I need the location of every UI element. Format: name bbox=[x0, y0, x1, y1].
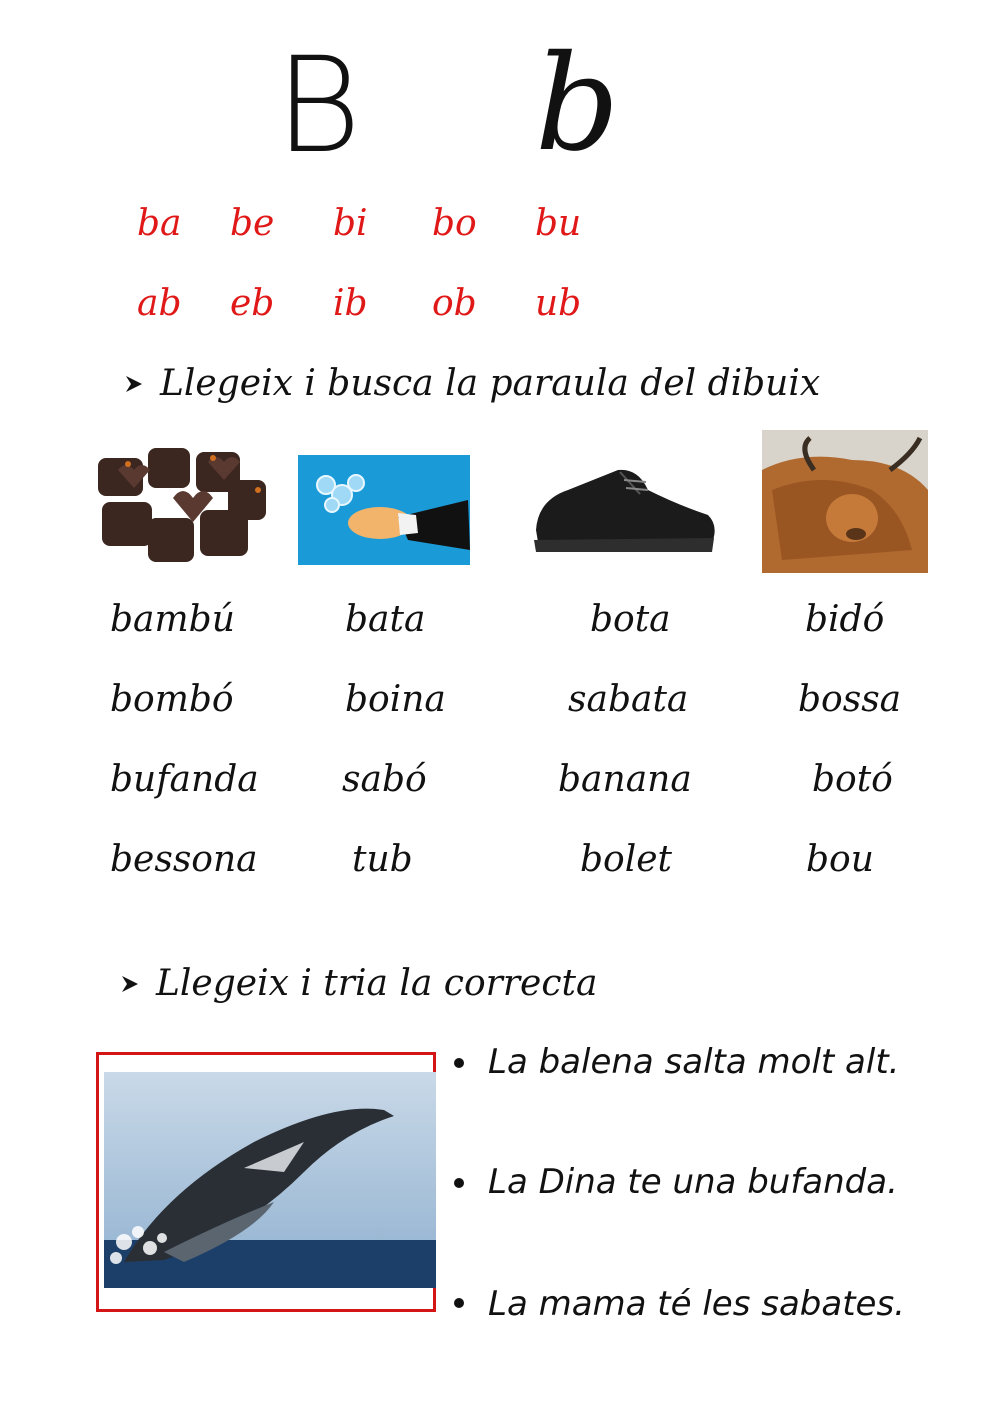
syllable: ub bbox=[535, 283, 582, 324]
instruction-read-choose bbox=[120, 963, 598, 1004]
word-option[interactable]: boina bbox=[345, 679, 446, 720]
bullet-dot bbox=[454, 1058, 464, 1068]
syllable: ba bbox=[137, 203, 182, 244]
word-option[interactable]: botó bbox=[812, 759, 893, 800]
arrowhead-bullet-icon bbox=[120, 974, 140, 994]
syllable: be bbox=[230, 203, 275, 244]
word-option[interactable]: bota bbox=[590, 599, 671, 640]
word-option[interactable]: bessona bbox=[110, 839, 258, 880]
sentence-option[interactable]: La Dina te una bufanda. bbox=[488, 1162, 898, 1202]
word-option[interactable]: sabó bbox=[342, 759, 427, 800]
instruction-text: Llegeix i busca la paraula del dibuix bbox=[160, 363, 821, 404]
syllable: bo bbox=[432, 203, 477, 244]
syllable: bu bbox=[535, 203, 582, 244]
syllable: ib bbox=[333, 283, 368, 324]
syllable: eb bbox=[230, 283, 275, 324]
word-option[interactable]: bufanda bbox=[110, 759, 259, 800]
sentence-option[interactable]: La balena salta molt alt. bbox=[488, 1042, 900, 1082]
word-option[interactable]: bossa bbox=[798, 679, 902, 720]
word-option[interactable]: bolet bbox=[580, 839, 673, 880]
word-option[interactable]: sabata bbox=[568, 679, 689, 720]
word-option[interactable]: banana bbox=[558, 759, 692, 800]
word-option[interactable]: bata bbox=[345, 599, 426, 640]
uppercase-letter: B bbox=[275, 29, 362, 183]
word-option[interactable]: tub bbox=[352, 839, 413, 880]
chocolates-picture bbox=[88, 440, 270, 570]
bullet-dot bbox=[454, 1178, 464, 1188]
lowercase-letter: b bbox=[535, 27, 620, 181]
syllable: ab bbox=[137, 283, 182, 324]
yak-picture bbox=[762, 430, 928, 573]
bullet-dot bbox=[454, 1298, 464, 1308]
shoe-picture bbox=[528, 460, 718, 565]
sentence-option[interactable]: La mama té les sabates. bbox=[488, 1284, 905, 1324]
whale-picture bbox=[104, 1072, 436, 1288]
instruction-read-find bbox=[124, 363, 821, 404]
word-option[interactable]: bombó bbox=[110, 679, 234, 720]
word-option[interactable]: bambú bbox=[110, 599, 235, 640]
arrowhead-bullet-icon bbox=[124, 374, 144, 394]
word-option[interactable]: bou bbox=[806, 839, 874, 880]
syllable: bi bbox=[333, 203, 368, 244]
soap-picture bbox=[298, 455, 470, 565]
word-option[interactable]: bidó bbox=[805, 599, 885, 640]
instruction-text: Llegeix i tria la correcta bbox=[156, 963, 598, 1004]
syllable: ob bbox=[432, 283, 477, 324]
